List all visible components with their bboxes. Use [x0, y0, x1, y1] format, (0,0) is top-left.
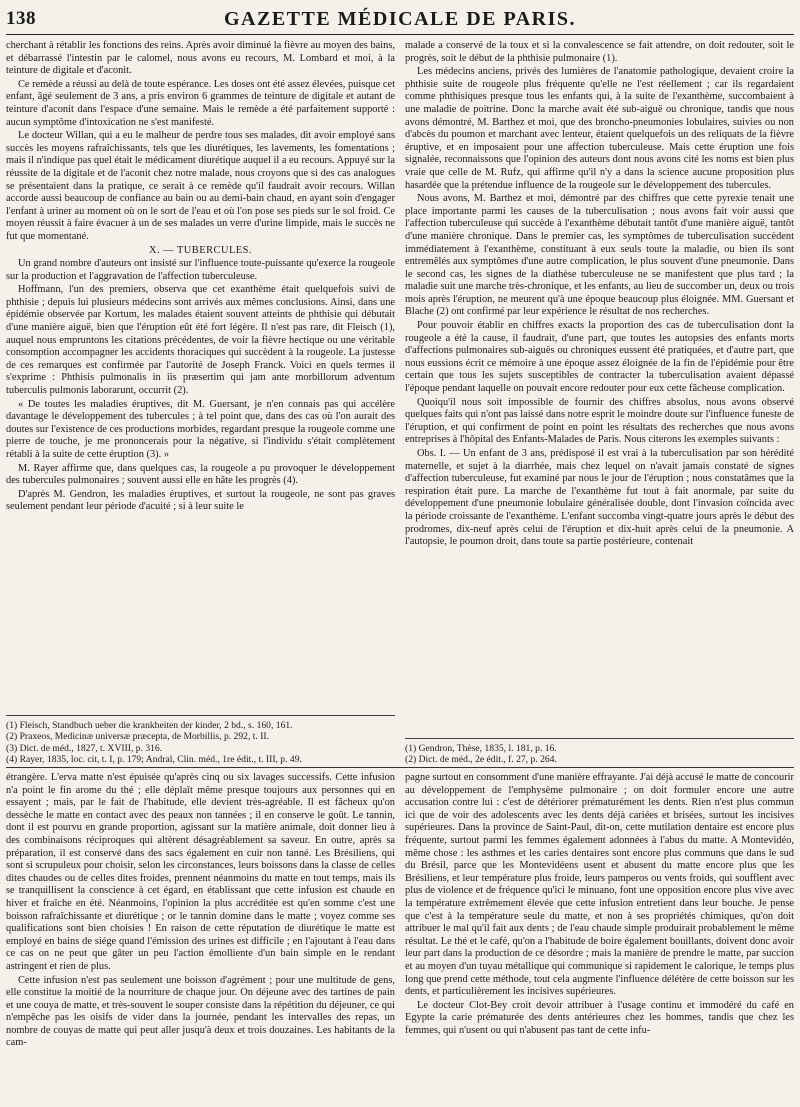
footnote: (3) Dict. de méd., 1827, t. XVIII, p. 316.	[6, 742, 163, 754]
footnotes	[6, 715, 395, 766]
footnote: (4) Rayer, 1835, loc. cit, t. I, p. 179; Andral, Clin. méd., 1re édit., t. III, p. 49.	[6, 754, 302, 766]
upper-article	[6, 40, 794, 766]
lower-left-column	[6, 772, 395, 1104]
lower-article	[6, 772, 794, 1104]
page-header	[6, 4, 794, 35]
journal-title: GAZETTE MÉDICALE DE PARIS.	[223, 8, 577, 30]
paragraph: Les médecins anciens, privés des lumières de l'anatomie pathologique, devaient croire la phthisie suite de rougeole plus fréquente qu'elle ne l'est réellement ; car ils regardaient comme phthisiques presque tous les enfants qui, à la suite de l'exanthème, succombaient à une maladie de poitrine. Donc la marche avait été sub-aiguë ou chronique, tandis que nous avons démontré, M. Barthez et moi, que des broncho-pneumonies lobulaires, suivies ou non d'abcès du poumon et marchant avec lenteur, étaient quelquefois un des reliquats de la fièvre éruptive, et en imposaient pour une affection tuberculeuse. Mais cette éruption une fois signalée, reconnaissons que l'opinion des auteurs dont nous avons cité les noms est bien plus vraie que celle de M. Rufz, qui affirme qu'il n'y a dans la science aucune proposition plus hasardée que la prétendue influence de la rougeole sur le développement des tubercules.	[405, 66, 794, 191]
observation-paragraph: Obs. I. — Un enfant de 3 ans, prédisposé il est vrai à la tuberculisation par son hérédité maternelle, et sujet à la diarrhée, mais chez lequel on n'avait jamais constaté de signes d'affection tuberculeuse, fut examiné par nous le jour de l'éruption ; nous constatâmes que la respiration était pure. La marche de l'exanthème fut tout à fait anormale, par suite du développement d'une pneumonie lobulaire généralisée double, dont l'invasion coïncida avec la période croissante de l'exanthème. L'enfant succomba vingt-quatre jours après le début des prodromes, dix-neuf après celui de l'éruption et dix-huit après celui de la pneumonie. A l'autopsie, le poumon droit, dans toute sa partie postérieure, contenait	[405, 448, 794, 548]
paragraph: Le docteur Willan, qui a eu le malheur de perdre tous ses malades, dit avoir employé sans succès les moyens rafraîchissants, tels que les diurétiques, les lavements, les fomentations ; mais il n'indique pas quel était le médicament diurétique auquel il a eu recours. Appuyé sur la réussite de la digitale et de l'aconit chez notre malade, nous croyons que si des cas analogues se présentaient dans la pratique, ce serait à ce remède qu'il faudrait avoir recours. Willan accorde aussi beaucoup de confiance au bain ou au demi-bain chaud, en ayant soin d'engager l'enfant à uriner au moment où on le sort de l'eau et où l'on pose ses pieds sur le sol froid. Ce moyen réussit à faire évacuer à un de ses malades un verre d'urine limpide, mais le succès ne fut que momentané.	[6, 130, 395, 242]
page-number: 138	[6, 8, 36, 29]
horizontal-divider	[6, 767, 794, 768]
footnote: (2) Praxeos, Medicinæ universæ præcepta, de Morbillis, p. 292, t. II.	[6, 731, 269, 743]
upper-left-column	[6, 40, 395, 766]
paragraph: Le docteur Clot-Bey croit devoir attribuer à l'usage continu et immodéré du café en Egypte la carie prématurée des dents antérieures chez les hommes, tandis que chez les femmes, qui n'usent ou qui n'abusent pas tant de cette infu-	[405, 999, 794, 1036]
paragraph: malade a conservé de la toux et si la convalescence se fait attendre, on doit redouter, soit le progrès, soit le début de la phthisie pulmonaire (1).	[405, 40, 794, 64]
paragraph: Nous avons, M. Barthez et moi, démontré par des chiffres que cette pyrexie tenait une place importante parmi les causes de la tuberculisation ; nous avons fait voir aussi que l'affection tuberculeuse qui succède à l'exanthème débutait tantôt d'une manière aiguë, tantôt d'une manière chronique. Dans le premier cas, les symptômes de tuberculisation succèdent immédiatement à l'exanthème, constituant à eux seuls toute la maladie, ou bien ils sont entremêlés aux symptômes d'une autre complication, le plus souvent d'une pneumonie. Dans le second cas, les signes de la diathèse tuberculeuse ne se manifestent que plus tard ; la maladie suit une marche très-chronique, et les enfants, au lieu de succomber un, deux ou trois mois après l'éruption, ne meurent qu'à une époque beaucoup plus éloignée. MM. Guersant et Blache (2) ont confirmé par leur expérience le résultat de nos recherches.	[405, 193, 794, 318]
upper-right-column	[405, 40, 794, 766]
section-heading: X. — TUBERCULES.	[148, 244, 253, 256]
paragraph: Un grand nombre d'auteurs ont insisté sur l'influence toute-puissante qu'exerce la rougeole sur la production et l'aggravation de l'affection tuberculeuse.	[6, 258, 395, 282]
paragraph: M. Rayer affirme que, dans quelques cas, la rougeole a pu provoquer le développement des tubercules pulmonaires ; souvent aussi elle en hâte les progrès (4).	[6, 462, 395, 487]
paragraph: Hoffmann, l'un des premiers, observa que cet exanthème était quelquefois suivi de phthisie ; depuis lui plusieurs médecins sont arrivés aux mêmes conclusions. Ainsi, dans une épidémie observée par Kortum, les malades étaient souvent atteints de phthisie qui débutait d'une manière aiguë, bien que l'éruption eût été fort légère. Il n'est pas rare, dit Fleisch (1), auquel nous empruntons les citations précédentes, de voir la fièvre hectique ou une véritable consomption accompagner les accidents thoraciques qui succèdent à la rougeole. La justesse de ces remarques est confirmée par l'autorité de Joseph Franck. Voici en quels termes il s'exprime : Phthisis pulmonalis in iis præsertim qui jam ante morbillorum adventum tuberculis pulmonis laborarunt, occurrit (2).	[6, 284, 395, 397]
lower-right-column	[405, 772, 794, 1104]
footnote: (2) Dict. de méd., 2e édit., f. 27, p. 264.	[405, 754, 557, 766]
paragraph: pagne surtout en consomment d'une manière effrayante. J'ai déjà accusé le matte de concourir au développement de l'emphysème pulmonaire ; on doit formuler encore une autre accusation contre lui : c'est de détériorer prématurément les dents. Rien n'est plus commun ici que de voir des adolescents avec les dents déjà cariées et brisées, surtout les incisives supérieures. Dans la province de Saint-Paul, dit-on, cette mutilation dentaire est encore plus fréquente, surtout parmi les femmes également adonnées à l'abus du matte. A Montevidéo, même chose : les asthmes et les caries dentaires sont encore plus communs que dans le sud du Brésil, parce que les Montevidéens usent et abusent du matte encore plus que les Brésiliens, et leur température plus froide, leurs pamperos ou vents froids, qui soufflent avec plus de violence et de fréquence qu'ici le minuano, font une opposition encore plus vive avec la température extrêmement élevée que cette infusion entretient dans leur bouche. Je pense que c'est à la température seule du matte, et non à ses propriétés chimiques, qu'on doit attribuer le mal qu'il fait aux dents ; de l'eau chaude simple produirait probablement le même résultat. Le thé et le café, qu'on a l'habitude de boire également bouillants, doivent donc avoir leur part dans la production de ce désordre ; mais la manière de prendre le matte, par succion et au moyen d'un tuyau métallique qui communique si rapidement le calorique, le temps plus long que prend cette méthode, tout cela augmente l'influence délétère de cette boisson sur les dents, et particulièrement les incisives supérieures.	[405, 772, 794, 998]
paragraph: Pour pouvoir établir en chiffres exacts la proportion des cas de tuberculisation dont la rougeole a été la cause, il faudrait, d'une part, que toutes les autopsies des enfants morts d'affections pulmonaires sub-aiguës ou chroniques eussent été pratiquées, et d'autre part, que nous eussions écrit ce mémoire à une époque assez éloignée de la fin de l'épidémie pour être certain que tous les sujets susceptibles de contracter la tuberculisation avaient dépassé l'époque pendant laquelle on pouvait encore redouter pour eux cette fâcheuse complication.	[405, 320, 794, 395]
footnotes	[405, 738, 794, 766]
footnote: (1) Fleisch, Standbuch ueber die krankheiten der kinder, 2 bd., s. 160, 161.	[6, 719, 293, 731]
paragraph: Quoiqu'il nous soit impossible de fournir des chiffres absolus, nous avons observé quelques faits qui n'ont pas laissé dans notre esprit le moindre doute sur l'influence funeste de l'éruption, et qui confirment de point en point les résultats des recherches que nous avons entreprises à l'hôpital des Enfants-Malades de Paris. Nous citerons les exemples suivants :	[405, 396, 794, 446]
paragraph: « De toutes les maladies éruptives, dit M. Guersant, je n'en connais pas qui accélère davantage le développement des tubercules ; à tel point que, dans des cas où l'on aurait des doutes sur l'existence de ces productions morbides, regardant presque la rougeole comme une pierre de touche, je me prononcerais pour la négative, si l'individu s'était complètement rétabli à la suite de cette éruption (3). »	[6, 398, 395, 460]
paragraph: D'après M. Gendron, les maladies éruptives, et surtout la rougeole, ne sont pas graves seulement pendant leur période d'acuité ; si à leur suite le	[6, 488, 395, 513]
paragraph: cherchant à rétablir les fonctions des reins. Après avoir diminué la fièvre au moyen des bains, et débarrassé l'intestin par le calomel, nous avons eu recours, M. Lombard et moi, à la teinture de digitale et d'aconit.	[6, 40, 395, 77]
footnote: (1) Gendron, Thèse, 1835, l. 181, p. 16.	[405, 742, 557, 754]
paragraph: Ce remède a réussi au delà de toute espérance. Les doses ont été assez élevées, puisque cet enfant, âgé seulement de 3 ans, a pris environ 6 grammes de teinture de digitale et autant de teinture d'aconit dans l'espace d'une semaine. Mais le remède a été parfaitement supporté : aucun symptôme d'intoxication ne s'est manifesté.	[6, 78, 395, 128]
paragraph: Cette infusion n'est pas seulement une boisson d'agrément ; pour une multitude de gens, elle constitue la moitié de la nourriture de chaque jour. On déjeune avec des tartines de pain et une couya de matte, et très-souvent le souper consiste dans la répétition du déjeuner, ce qui n'empêche pas les oisifs de vider dans la journée, pendant les intervalles des repas, un nombre de couyas de matte qui peut aller jusqu'à deux et trois douzaines. Les habitants de la cam-	[6, 974, 395, 1049]
paragraph: étrangère. L'erva matte n'est épuisée qu'après cinq ou six lavages successifs. Cette infusion n'a point le fin arome du thé ; elle déplaît même presque toujours aux personnes qui en essayent ; mais, par le fait de l'habitude, elle devient très-agréable. Il est fâcheux qu'on dessèche le matte en contact avec des peaux non tannées ; il en conserve le goût. Le tannin, dont il est pourvu en grande proportion, agissant sur la matière animale, doit donner lieu à des combinaisons réciproques qui altèrent désagréablement sa saveur. En outre, après sa préparation, il est conservé dans des sacs également en cuir non tanné. Les Brésiliens, qui sont si scrupuleux pour choisir, selon les circonstances, leurs boissons dans la classe de celles dites chaudes ou de celles dites froides, prennent néanmoins du matte en tout temps, mais ils se tranquillisent la conscience à cet égard, en établissant que cette infusion est chaude en hiver et fraîche en été. Néanmoins, l'opinion la plus accréditée est qu'en somme c'est une boisson rafraîchissante et diurétique ; or le tannin domine dans le matte ; voyez comme ses qualifications sont bien choisies ! En raison de cette réputation de diurétique le matte est employé en bains de siége quand l'émission des urines est difficile ; en l'ajoutant à l'eau dans ce cas on ne peut que gâter un peu l'action émolliente d'un bain simple en le rendant astringent et rien de plus.	[6, 772, 395, 972]
